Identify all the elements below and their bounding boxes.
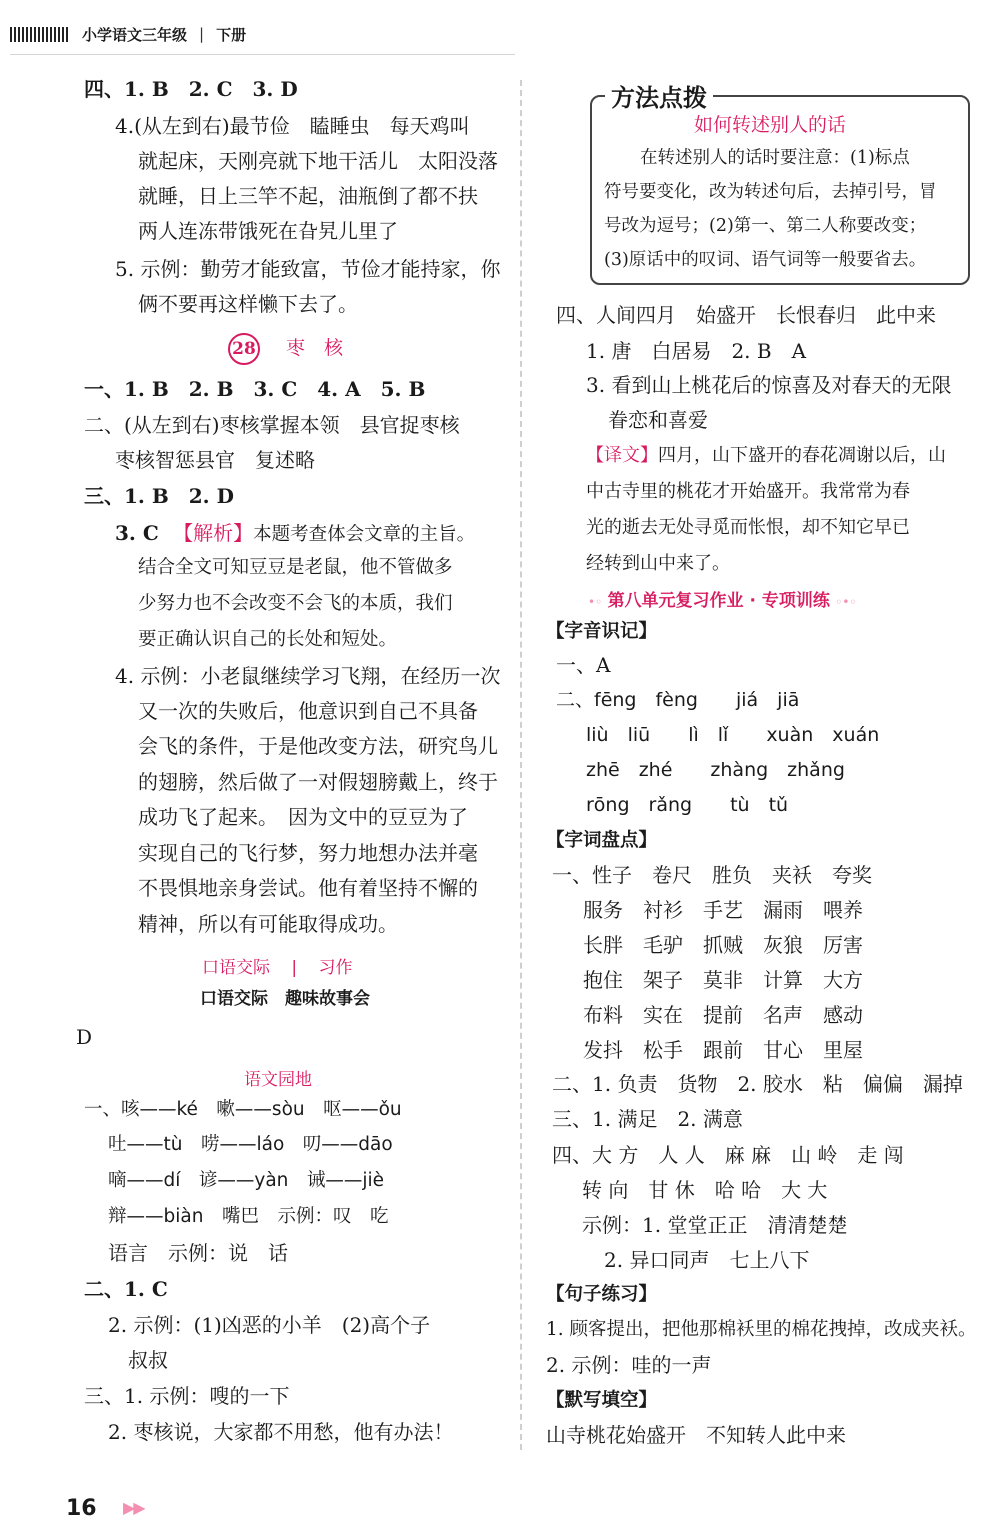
lesson-heading — [228, 332, 343, 365]
answer-line — [115, 518, 475, 550]
lesson-title: 枣 核 — [286, 337, 344, 359]
subsection-heading: 【字音识记】 — [546, 621, 658, 642]
translation-text: 四月，山下盛开的春花凋谢以后，山 — [658, 445, 946, 466]
answer-line: 4. 示例：小老鼠继续学习飞翔，在经历一次 — [115, 664, 501, 688]
book-volume: 下册 — [216, 25, 247, 44]
pinyin-line: rōng rǎng tù tǔ — [586, 794, 789, 816]
lesson-number-badge: 28 — [228, 333, 260, 365]
answer-line: 就睡，日上三竿不起，油瓶倒了都不扶 — [138, 184, 478, 208]
answer-line: 3. 看到山上桃花后的惊喜及对春天的无限 — [586, 373, 952, 397]
answer-line: 俩不要再这样懒下去了。 — [138, 292, 358, 316]
answer-line: 四、大 方 人 人 麻 麻 山 岭 走 闯 — [552, 1143, 904, 1167]
pinyin-line: zhē zhé zhàng zhǎng — [586, 759, 845, 781]
answer-line: 二、(从左到右)枣核掌握本领 县官捉枣核 — [84, 413, 460, 437]
pinyin-line: 辩——biàn 嘴巴 示例：叹 吃 — [108, 1206, 389, 1227]
pinyin-line: 吐——tù 唠——láo 叨——dāo — [108, 1134, 393, 1155]
translation-line: 经转到山中来了。 — [586, 553, 730, 574]
section-writing: 习作 — [318, 958, 353, 978]
answer-line: 四、人间四月 始盛开 长恨春归 此中来 — [556, 303, 936, 327]
answer-line: 三、1. 满足 2. 满意 — [552, 1107, 743, 1131]
answer-line: 二、1. 负责 货物 2. 胶水 粘 偏偏 漏掉 — [552, 1072, 963, 1096]
answer-line: D — [76, 1025, 93, 1049]
tip-line: 号改为逗号；(2)第一、第二人称要改变； — [604, 216, 927, 236]
translation-line — [586, 441, 946, 471]
answer-line: 会飞的条件，于是他改变方法，研究鸟儿 — [138, 734, 498, 758]
analysis-text: 本题考查体会文章的主旨。 — [253, 524, 476, 545]
answer-line: 成功飞了起来。 因为文中的豆豆为了 — [138, 805, 468, 829]
answer-line: 两人连冻带饿死在旮旯儿里了 — [138, 219, 398, 243]
column-divider — [520, 80, 522, 1450]
header-separator: | — [199, 25, 205, 43]
translation-line: 光的逝去无处寻觅而怅恨，却不知它早已 — [586, 517, 910, 538]
answer-line: 5. 示例：勤劳才能致富，节俭才能持家，你 — [115, 257, 501, 281]
answer-line: 实现自己的飞行梦，努力地想办法并毫 — [138, 841, 478, 865]
running-header — [10, 22, 246, 46]
answer-choice: 3. C — [115, 521, 159, 545]
tip-title: 方法点拨 — [605, 78, 713, 113]
section-heading — [202, 953, 353, 978]
translation-line: 中古寺里的桃花才开始盛开。我常常为春 — [586, 481, 910, 502]
answer-line: 又一次的失败后，他意识到自己不具备 — [138, 699, 478, 723]
tip-line: 在转述别人的话时要注意：(1)标点 — [640, 148, 910, 168]
section-heading: 语文园地 — [244, 1070, 312, 1090]
pinyin-line: liù liū lì lǐ xuàn xuán — [586, 724, 880, 746]
answer-line: 1. 顾客提出，把他那棉袄里的棉花拽掉，改成夹袄。 — [546, 1319, 977, 1340]
answer-line: 眷恋和喜爱 — [608, 408, 708, 432]
answer-line: 2. 异口同声 七上八下 — [604, 1248, 810, 1272]
answer-line: 2. 枣核说，大家都不用愁，他有办法！ — [108, 1420, 454, 1444]
dot-decoration-icon: ◦•◦ — [835, 595, 857, 609]
arrow-decoration-icon: ▶▶ — [123, 1498, 144, 1517]
unit-title: 第八单元复习作业 · 专项训练 — [607, 591, 830, 611]
answer-line: 1. 唐 白居易 2. B A — [586, 339, 807, 363]
word-row: 发抖 松手 跟前 甘心 里屋 — [583, 1038, 863, 1062]
answer-line: 示例：1. 堂堂正正 清清楚楚 — [582, 1213, 848, 1237]
word-row: 抱住 架子 莫非 计算 大方 — [583, 968, 863, 992]
page-number: 16 — [66, 1496, 97, 1521]
answer-line: 精神，所以有可能取得成功。 — [138, 912, 398, 936]
tip-subtitle: 如何转述别人的话 — [694, 114, 847, 136]
word-row: 布料 实在 提前 名声 感动 — [583, 1003, 863, 1027]
subsection-heading: 【句子练习】 — [546, 1284, 658, 1305]
barcode-icon — [10, 27, 68, 42]
answer-line: 山寺桃花始盛开 不知转人此中来 — [546, 1423, 846, 1447]
answer-line: 2. 示例：哇的一声 — [546, 1353, 712, 1377]
answer-line: 就起床，天刚亮就下地干活儿 太阳没落 — [138, 149, 498, 173]
answer-line: 不畏惧地亲身尝试。他有着坚持不懈的 — [138, 876, 478, 900]
pinyin-line: 一、咳——ké 嗽——sòu 呕——ǒu — [84, 1099, 402, 1120]
answer-line: 的翅膀，然后做了一对假翅膀戴上，终于 — [138, 770, 498, 794]
answer-line: 二、1. C — [84, 1277, 168, 1301]
analysis-line: 要正确认识自己的长处和短处。 — [138, 629, 398, 650]
unit-heading — [588, 586, 857, 611]
analysis-line: 结合全文可知豆豆是老鼠，他不管做多 — [138, 557, 453, 578]
answer-line: 转 向 甘 休 哈 哈 大 大 — [582, 1178, 828, 1202]
dot-decoration-icon: •◦ — [588, 595, 603, 609]
answer-line: 4.(从左到右)最节俭 瞌睡虫 每天鸡叫 — [115, 114, 470, 138]
answer-line: 三、1. 示例：嗖的一下 — [84, 1384, 290, 1408]
subsection-heading: 【默写填空】 — [546, 1390, 658, 1411]
header-rule — [10, 54, 515, 55]
answer-line: 四、1. B 2. C 3. D — [84, 77, 298, 101]
answer-line: 一、A — [556, 653, 611, 677]
sub-heading: 口语交际 趣味故事会 — [200, 989, 370, 1009]
answer-line: 三、1. B 2. D — [84, 484, 234, 508]
pinyin-line: 二、fēng fèng jiá jiā — [556, 689, 800, 711]
analysis-tag: 【解析】 — [173, 521, 254, 545]
word-row: 一、性子 卷尺 胜负 夹袄 夸奖 — [552, 863, 872, 887]
word-row: 长胖 毛驴 抓贼 灰狼 厉害 — [583, 933, 863, 957]
answer-line: 2. 示例：(1)凶恶的小羊 (2)高个子 — [108, 1313, 431, 1337]
section-oral: 口语交际 — [202, 958, 270, 978]
section-separator: | — [291, 958, 298, 978]
tip-line: 符号要变化，改为转述句后，去掉引号，冒 — [604, 182, 937, 202]
analysis-line: 少努力也不会改变不会飞的本质，我们 — [138, 593, 453, 614]
subsection-heading: 【字词盘点】 — [546, 830, 658, 851]
translation-tag: 【译文】 — [586, 445, 658, 466]
answer-line: 一、1. B 2. B 3. C 4. A 5. B — [84, 377, 426, 401]
tip-line: (3)原话中的叹词、语气词等一般要省去。 — [604, 250, 927, 270]
answer-line: 叔叔 — [128, 1348, 168, 1372]
book-title: 小学语文三年级 — [82, 25, 188, 44]
pinyin-line: 嘀——dí 谚——yàn 诫——jiè — [108, 1170, 385, 1191]
answer-line: 枣核智惩县官 复述略 — [115, 448, 315, 472]
word-row: 服务 衬衫 手艺 漏雨 喂养 — [583, 898, 863, 922]
answer-line: 语言 示例：说 话 — [108, 1241, 288, 1265]
